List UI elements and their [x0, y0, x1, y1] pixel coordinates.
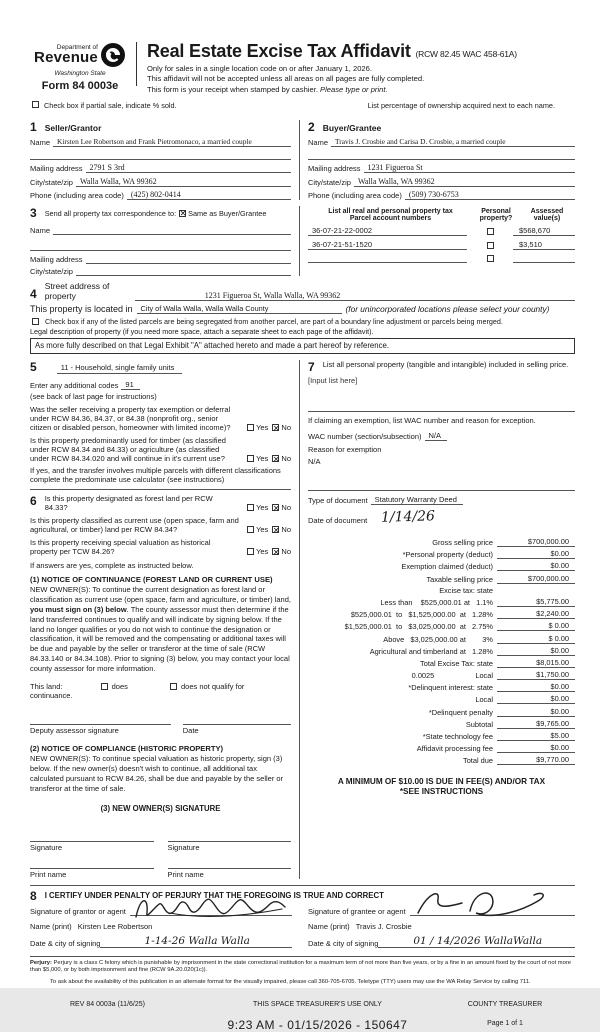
- tax-row-value[interactable]: $ 0.00: [497, 621, 575, 631]
- historic-yes-checkbox[interactable]: [247, 548, 254, 555]
- corr-name-label: Name: [30, 226, 51, 235]
- certify-title: I CERTIFY UNDER PENALTY OF PERJURY THAT THE FOREGOING IS TRUE AND CORRECT: [44, 891, 384, 901]
- historic-no-checkbox[interactable]: [272, 548, 279, 555]
- tax-row-label: $1,525,000.01 to $3,025,000.00 at 2.75%: [344, 622, 493, 632]
- tax-row-value[interactable]: $ 0.00: [497, 634, 575, 644]
- notice-continuance-title: (1) NOTICE OF CONTINUANCE (FOREST LAND OR CURRENT USE): [30, 575, 273, 584]
- tax-row-label: $525,000.01 to $1,525,000.00 at 1.28%: [350, 610, 493, 620]
- seller-mailing-label: Mailing address: [30, 164, 83, 173]
- new-owner-signature-field-2[interactable]: [168, 833, 292, 842]
- form-footer: [30, 1001, 575, 1032]
- signature-label-2: Signature: [167, 842, 200, 852]
- current-use-question: Is this property classified as current use (open space, farm and agricultural, or timber) land per RCW 84.34?: [30, 516, 239, 534]
- exemption-yes-checkbox[interactable]: [247, 424, 254, 431]
- parcel-value-field[interactable]: $568,670: [513, 226, 575, 236]
- timber-yes-checkbox[interactable]: [247, 455, 254, 462]
- tax-row-value[interactable]: $0.00: [497, 646, 575, 656]
- grantor-name-label: Name (print): [30, 921, 72, 931]
- seller-section: [30, 120, 300, 201]
- grantor-signature-image: [130, 893, 290, 923]
- deputy-assessor-label: Deputy assessor signature: [30, 726, 119, 736]
- tax-row-value[interactable]: $0.00: [497, 694, 575, 704]
- additional-codes-label: Enter any additional codes: [30, 381, 119, 390]
- print-name-label-1: Print name: [30, 869, 67, 879]
- perjury-notice: [30, 956, 575, 987]
- ownership-percentage-label: List percentage of ownership acquired next to each name.: [367, 100, 555, 110]
- tax-row: [308, 743, 575, 753]
- tax-row: [308, 597, 575, 607]
- tax-row: [308, 621, 575, 631]
- corr-mailing-label: Mailing address: [30, 254, 83, 264]
- use-code-section: [30, 360, 291, 484]
- section-1-number: 1: [30, 119, 37, 134]
- tax-row: [308, 634, 575, 644]
- land-does-label: does: [111, 682, 128, 692]
- grantee-date-label: Date & city of signing: [308, 938, 379, 948]
- doc-date-label: Date of document: [308, 516, 368, 525]
- same-as-buyer-checkbox[interactable]: [179, 210, 186, 217]
- personal-property-label: List all personal property (tangible and intangible) included in selling price.: [322, 360, 569, 369]
- new-owner-signature-field-1[interactable]: [30, 833, 154, 842]
- seller-city-field[interactable]: Walla Walla, WA 99362: [76, 177, 291, 187]
- grantee-signature-label: Signature of grantee or agent: [308, 906, 406, 916]
- section-divider: [30, 489, 291, 490]
- agency-name-label: Revenue: [34, 49, 98, 66]
- section-4-number: 4: [30, 287, 37, 301]
- grantee-date-field[interactable]: 01 / 14/2026 WallaWalla: [378, 935, 575, 948]
- agency-state-label: Washington State: [54, 70, 106, 77]
- personal-property-list-field[interactable]: [Input list here]: [308, 376, 358, 385]
- street-address-label2: property: [44, 291, 76, 301]
- exemption-question: Was the seller receiving a property tax exemption or deferral under RCW 84.36, 84.37, or 84.38 (nonprofit org., senior citizen or disabled person, homeowner with limited income)?: [30, 405, 231, 432]
- timber-no-checkbox[interactable]: [272, 455, 279, 462]
- seller-phone-field[interactable]: (425) 802-0414: [127, 190, 291, 200]
- parcel-header-personal: Personal property?: [479, 208, 513, 222]
- tax-row-label: Exemption claimed (deduct): [401, 562, 493, 572]
- tax-row: [308, 586, 575, 595]
- form-title-rcw: (RCW 82.45 WAC 458-61A): [415, 49, 517, 59]
- street-address-label: Street address of: [44, 281, 110, 291]
- legal-description-label: Legal description of property (if you need more space, attach a separate sheet to each page of the affidavit).: [30, 327, 374, 336]
- tax-row: [308, 549, 575, 559]
- tax-row-value[interactable]: $700,000.00: [497, 537, 575, 547]
- new-owners-signature-title: (3) NEW OWNER(S) SIGNATURE: [100, 803, 221, 813]
- parcel-row: [308, 240, 575, 250]
- tax-row-label: Total due: [463, 756, 493, 766]
- corr-city-label: City/state/zip: [30, 267, 73, 276]
- new-owner-print-field-2[interactable]: [168, 860, 292, 869]
- see-back-note: (see back of last page for instructions): [30, 392, 157, 401]
- tax-row: [308, 694, 575, 704]
- forest-no-checkbox[interactable]: [272, 504, 279, 511]
- section-1-title: Seller/Grantor: [44, 122, 102, 133]
- deputy-date-field[interactable]: [183, 716, 291, 725]
- header-divider: [136, 42, 137, 86]
- tax-row: [308, 719, 575, 729]
- section-2-number: 2: [308, 119, 315, 134]
- corr-name-field-2[interactable]: [30, 242, 291, 251]
- deputy-date-label: Date: [182, 726, 199, 736]
- forest-answer: Yes ✕ No: [245, 503, 291, 512]
- section-7-number: 7: [308, 360, 315, 374]
- legal-description-field[interactable]: As more fully described on that Legal Exhibit "A" attached hereto and made a part hereof by reference.: [30, 338, 575, 354]
- reason-exemption-field[interactable]: N/A: [308, 457, 321, 466]
- tax-row-value[interactable]: $2,240.00: [497, 609, 575, 619]
- perjury-text: Perjury is a class C felony which is punishable by imprisonment in the state correctional institution for a maximum term of not more than five years, or by a fine in an amount fixed by the court of not more than $5,000, or by both imprisonment and fine (RCW 9A.20.020(1c)).: [30, 959, 571, 974]
- excise-tax-table: [308, 537, 575, 765]
- land-does-not-label: does not qualify for: [181, 682, 245, 692]
- this-land-label: This land: continuance.: [30, 682, 73, 701]
- tax-row-label: *Delinquent interest: state: [408, 683, 493, 693]
- tax-row-label: Affidavit processing fee: [416, 744, 493, 754]
- notice-compliance-body: NEW OWNER(S): To continue special valuation as historic property, sign (3) below. If the new owner(s) doesn't wish to continue, all additional tax calculated pursuant to RCW 84.26, shall be due and payable by the seller or transferor at the time of sale.: [30, 754, 284, 793]
- exemption-note: If claiming an exemption, list WAC number and reason for exception.: [308, 416, 536, 425]
- tax-row-value[interactable]: $8,015.00: [497, 658, 575, 668]
- correspondence-label: Send all property tax correspondence to:: [44, 208, 177, 218]
- seller-phone-label: Phone (including area code): [30, 191, 124, 200]
- tax-row-value[interactable]: $5.00: [497, 731, 575, 741]
- tax-row: [308, 609, 575, 619]
- parcel-number-field[interactable]: [308, 254, 467, 263]
- grantor-date-label: Date & city of signing: [30, 938, 101, 948]
- located-in-label: This property is located in: [30, 304, 133, 314]
- forest-land-section: [30, 494, 291, 879]
- tax-row: [308, 707, 575, 717]
- buyer-phone-field[interactable]: (509) 730-6753: [405, 190, 575, 200]
- exemption-answer: Yes ✕ No: [245, 423, 291, 432]
- new-owner-print-field-1[interactable]: [30, 860, 154, 869]
- alt-format-note: To ask about the availability of this publication in an alternate format for the visually impaired, please call 360-705-6705. Teletype (TTY) users may use the WA Relay Service by calling 711.: [50, 979, 531, 986]
- tax-row: [308, 574, 575, 584]
- current-use-answer: Yes ✕ No: [245, 525, 291, 534]
- signature-label-1: Signature: [30, 842, 63, 852]
- left-column: [30, 360, 300, 879]
- dor-logo: [30, 38, 130, 94]
- tax-row: [308, 658, 575, 668]
- forest-yes-checkbox[interactable]: [247, 504, 254, 511]
- tax-row-label: Above $3,025,000.00 at 3%: [383, 634, 493, 644]
- tax-row-label: Excise tax: state: [439, 585, 493, 595]
- county-treasurer-label: COUNTY TREASURER: [467, 1001, 543, 1009]
- wac-number-label: WAC number (section/subsection): [308, 432, 422, 441]
- tax-row-label: *Personal property (deduct): [402, 550, 493, 560]
- parcel-value-field[interactable]: [513, 254, 575, 263]
- tax-row-value[interactable]: $0.00: [497, 743, 575, 753]
- header-note-1: Only for sales in a single location code on or after January 1, 2026.: [147, 63, 372, 73]
- section-2-title: Buyer/Grantee: [322, 122, 382, 133]
- grantor-name-field[interactable]: Kirsten Lee Robertson: [77, 921, 153, 931]
- buyer-name-field[interactable]: Travis J. Crosbie and Carisa D. Crosbie, a married couple: [331, 137, 575, 147]
- doc-type-label: Type of document: [308, 496, 368, 505]
- additional-codes-field[interactable]: 91: [121, 380, 139, 390]
- reason-exemption-label: Reason for exemption: [308, 445, 382, 454]
- tax-row: [308, 731, 575, 741]
- tax-row-value[interactable]: $5,775.00: [497, 597, 575, 607]
- tax-row-label: Total Excise Tax: state: [420, 658, 493, 668]
- tax-row-label: Agricultural and timberland at 1.28%: [369, 646, 493, 656]
- parcel-value-field[interactable]: $3,510: [513, 240, 575, 250]
- tax-row-label: 0.0025 Local: [411, 671, 493, 681]
- parcel-row: [308, 226, 575, 236]
- parcel-personal-checkbox[interactable]: [487, 242, 494, 249]
- tax-row: [308, 682, 575, 692]
- parcel-number-field[interactable]: 36-07-21-22-0002: [308, 226, 467, 236]
- buyer-section: [300, 120, 575, 201]
- parcel-number-field[interactable]: 36-07-21-51-1520: [308, 240, 467, 250]
- located-in-field[interactable]: City of Walla Walla, Walla Walla County: [137, 304, 342, 314]
- tax-row-value[interactable]: $0.00: [497, 707, 575, 717]
- tax-row-label: Gross selling price: [432, 538, 493, 547]
- divider: [308, 411, 575, 412]
- grantor-signature-label: Signature of grantor or agent: [30, 906, 126, 916]
- current-use-no-checkbox[interactable]: [272, 526, 279, 533]
- historic-question: Is this property receiving special valuation as historical property per TCW 84.26?: [30, 538, 211, 556]
- segregated-checkbox[interactable]: [32, 318, 39, 325]
- grantee-signature-field[interactable]: [410, 907, 575, 916]
- treasurer-stamp: 9:23 AM - 01/15/2026 - 150647: [227, 1018, 408, 1032]
- header-note-2: This affidavit will not be accepted unless all areas on all pages are fully completed.: [147, 74, 425, 83]
- exemption-no-checkbox[interactable]: [272, 424, 279, 431]
- seller-mailing-field[interactable]: 2791 S 3rd: [86, 163, 291, 173]
- if-yes-note: If answers are yes, complete as instructed below.: [30, 561, 194, 570]
- treasurer-space-label: THIS SPACE TREASURER'S USE ONLY: [253, 1001, 382, 1009]
- form-number: Form 84 0003e: [41, 80, 119, 92]
- same-as-buyer-label: Same as Buyer/Grantee: [188, 208, 267, 218]
- section-6-number: 6: [30, 494, 37, 508]
- historic-answer: Yes ✕ No: [245, 547, 291, 556]
- current-use-yes-checkbox[interactable]: [247, 526, 254, 533]
- buyer-city-field[interactable]: Walla Walla, WA 99362: [354, 177, 575, 187]
- tax-row-label: Taxable selling price: [426, 574, 493, 584]
- buyer-city-label: City/state/zip: [308, 177, 351, 187]
- corr-mailing-field[interactable]: [86, 255, 291, 264]
- seller-name-field[interactable]: Kirsten Lee Robertson and Frank Pietromonaco, a married couple: [53, 137, 291, 147]
- tax-row-value[interactable]: $1,750.00: [497, 670, 575, 680]
- tax-row: [308, 755, 575, 765]
- minimum-fee-notice: A MINIMUM OF $10.00 IS DUE IN FEE(S) AND/OR TAX: [337, 777, 546, 787]
- doc-date-field[interactable]: 1/14/26: [381, 508, 436, 526]
- tax-row: [308, 537, 575, 547]
- land-does-not-checkbox[interactable]: [170, 683, 177, 690]
- tax-row: [308, 646, 575, 656]
- parcel-table: [300, 206, 575, 276]
- form-header: [30, 38, 575, 94]
- street-address-field[interactable]: 1231 Figueroa St, Walla Walla, WA 99362: [135, 291, 575, 301]
- partial-sale-checkbox[interactable]: [32, 101, 39, 108]
- doc-type-field[interactable]: Statutory Warranty Deed: [371, 495, 463, 505]
- see-instructions-note: *SEE INSTRUCTIONS: [399, 787, 484, 797]
- seller-city-label: City/state/zip: [30, 177, 73, 187]
- seller-name-field-2[interactable]: [30, 151, 291, 160]
- wac-number-field[interactable]: N/A: [425, 431, 448, 441]
- section-5-number: 5: [30, 360, 37, 374]
- segregated-label: Check box if any of the listed parcels are being segregated from another parcel, are part of a boundary line adjustment or parcels being merged.: [45, 317, 503, 326]
- timber-question: Is this property predominantly used for timber (as classified under RCW 84.34 and 84.33) or agriculture (as classified under RCW 84.34.020 and will continue in it's current use?: [30, 436, 226, 463]
- corr-name-field[interactable]: [53, 226, 291, 235]
- tax-row-value[interactable]: $0.00: [497, 561, 575, 571]
- tax-row-label: Less than $525,000.01 at 1.1%: [380, 597, 493, 607]
- tax-row-value[interactable]: $0.00: [497, 682, 575, 692]
- parcel-header-numbers: List all real and personal property tax Parcel account numbers: [328, 208, 453, 222]
- tax-row-label: *Delinquent penalty: [428, 707, 493, 717]
- header-note-3: This form is your receipt when stamped by cashier. Please type or print.: [147, 84, 388, 94]
- notice-compliance-title: (2) NOTICE OF COMPLIANCE (HISTORIC PROPERTY): [30, 744, 224, 754]
- deputy-assessor-signature-field[interactable]: [30, 716, 171, 725]
- corr-city-field[interactable]: [76, 267, 291, 276]
- buyer-name-label: Name: [308, 138, 329, 147]
- buyer-phone-label: Phone (including area code): [308, 191, 402, 200]
- print-name-label-2: Print name: [167, 869, 204, 879]
- buyer-mailing-field[interactable]: 1231 Figueroa St: [364, 163, 575, 173]
- perjury-label: Perjury:: [30, 959, 52, 966]
- predominate-use-note: If yes, and the transfer involves multiple parcels with different classifications complete the predominate use calculator (see instructions): [30, 466, 281, 484]
- forest-question: Is this property designated as forest land per RCW 84.33?: [44, 494, 213, 512]
- parcel-row: [308, 254, 575, 263]
- dor-swirl-icon: [100, 42, 126, 70]
- parcel-personal-checkbox[interactable]: [487, 255, 494, 262]
- buyer-name-field-2[interactable]: [308, 151, 575, 160]
- parcel-personal-checkbox[interactable]: [487, 228, 494, 235]
- tax-row-value[interactable]: $700,000.00: [497, 574, 575, 584]
- section-8-number: 8: [30, 888, 37, 903]
- grantee-name-field[interactable]: Travis J. Crosbie: [355, 921, 412, 931]
- tax-row-label: Subtotal: [465, 719, 493, 729]
- agency-top-label: Department of: [56, 44, 98, 51]
- notice-continuance-body: NEW OWNER(S): To continue the current designation as forest land or classification as current use (open space, farm and agriculture, or timber) land, you must sign on (3) below. The county assessor must then determine if the land transferred continues to qualify and will indicate by signing below. If the land no longer qualifies or you do not wish to continue the designation or classification, it will be removed and the compensating or additional taxes will be due and payable by the seller or transferor at the time of sale (RCW 84.33.140 or 84.34.108). Prior to signing (3) below, you may contact your local county assessor for more information.: [30, 585, 291, 674]
- grantor-signature-field[interactable]: [130, 907, 292, 916]
- page-indicator: Page 1 of 1: [487, 1020, 523, 1028]
- grantee-name-label: Name (print): [308, 921, 350, 931]
- section-3-number: 3: [30, 206, 37, 220]
- tax-row-value[interactable]: $0.00: [497, 549, 575, 559]
- buyer-mailing-label: Mailing address: [308, 164, 361, 173]
- land-does-checkbox[interactable]: [101, 683, 108, 690]
- divider: [308, 490, 575, 491]
- partial-sale-label: Check box if partial sale, indicate % sold.: [44, 100, 177, 110]
- property-section: [30, 281, 575, 354]
- tax-row-value[interactable]: $9,765.00: [497, 719, 575, 729]
- tax-row-label: Local: [475, 695, 493, 705]
- grantor-date-field[interactable]: 1-14-26 Walla Walla: [100, 935, 292, 948]
- timber-answer: Yes ✕ No: [245, 454, 291, 463]
- correspondence-section: [30, 206, 300, 276]
- tax-row-label: *State technology fee: [422, 732, 493, 741]
- parcel-header-assessed: Assessed value(s): [530, 208, 564, 222]
- seller-name-label: Name: [30, 138, 51, 147]
- tax-row-value[interactable]: $9,770.00: [497, 755, 575, 765]
- footer-rev: REV 84 0003a (11/6/25): [70, 1001, 145, 1009]
- right-column: [300, 360, 575, 879]
- certify-section: [30, 885, 575, 948]
- located-in-note: (for unincorporated locations please select your county): [345, 304, 550, 314]
- tax-row: [308, 561, 575, 571]
- grantee-signature-image: [414, 887, 564, 921]
- form-title: Real Estate Excise Tax Affidavit (RCW 82.45 WAC 458-61A): [147, 41, 517, 61]
- tax-row: [308, 670, 575, 680]
- land-use-code-field[interactable]: 11 - Household, single family units: [57, 363, 183, 374]
- tax-row-value: [497, 586, 575, 595]
